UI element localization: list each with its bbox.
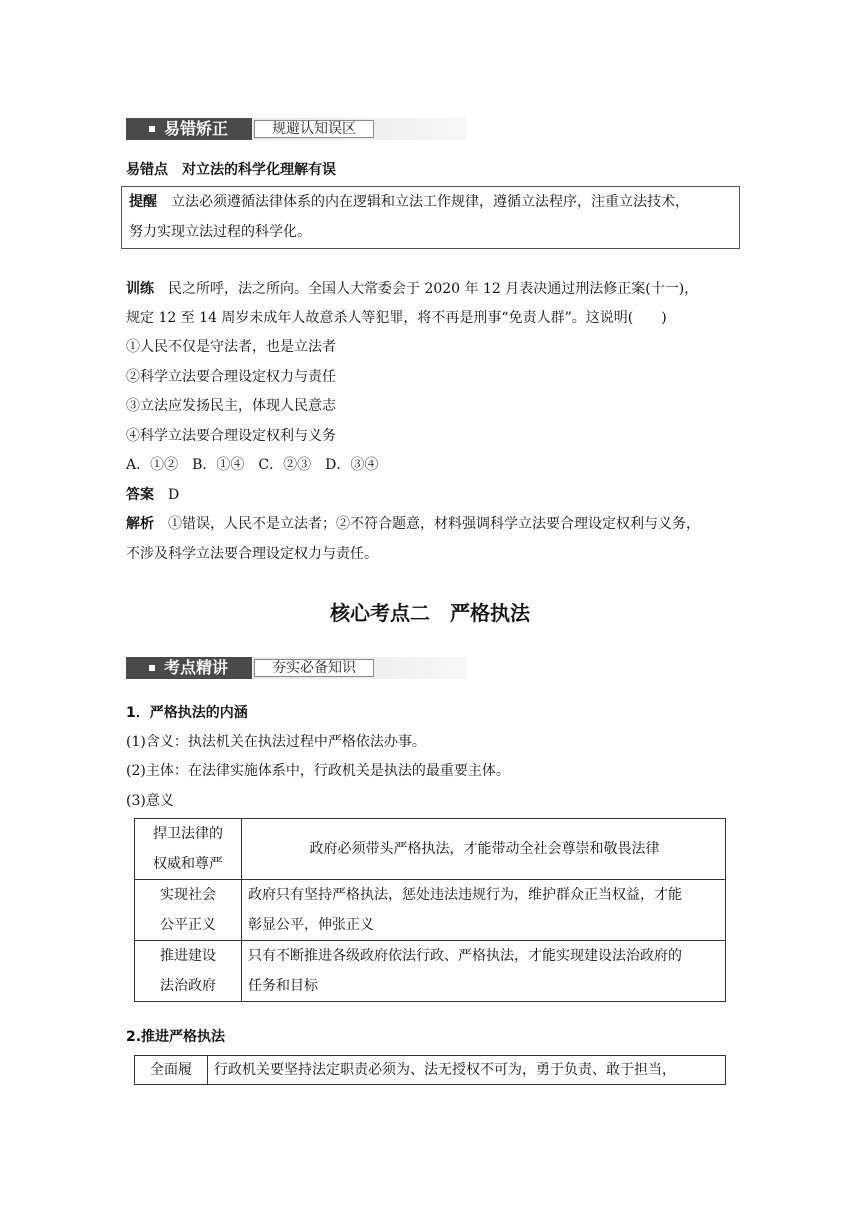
square-bullet-icon [149, 126, 155, 132]
banner-title: 考点精讲 [164, 658, 229, 677]
analysis-label: 解析 [126, 516, 154, 532]
section-2-title: 2.推进严格执法 [126, 1029, 226, 1045]
answer-label: 答案 [126, 487, 154, 503]
option-2: ②科学立法要合理设定权力与责任 [126, 369, 336, 385]
error-point-line [126, 161, 336, 179]
analysis-line-2: 不涉及科学立法要合理设定权力与责任。 [126, 546, 378, 562]
tip-line-1 [129, 193, 689, 211]
table-cell-desc: 只有不断推进各级政府依法行政、严格执法，才能实现建设法治政府的 任务和目标 [242, 941, 726, 1002]
table-row [135, 1056, 726, 1085]
error-point-text: 对立法的科学化理解有误 [182, 162, 336, 178]
push-enforcement-table [134, 1055, 726, 1085]
option-3: ③立法应发扬民主，体现人民意志 [126, 398, 336, 414]
square-bullet-icon [149, 665, 155, 671]
banner-title: 易错矫正 [164, 119, 229, 138]
banner-subtitle: 夯实必备知识 [272, 660, 356, 676]
answer-line [126, 486, 179, 504]
table-cell-desc: 政府必须带头严格执法，才能带动全社会尊崇和敬畏法律 [242, 819, 726, 880]
tip-box [121, 186, 740, 249]
error-point-label: 易错点 [126, 162, 168, 178]
tip-line-2: 努力实现立法过程的科学化。 [129, 224, 311, 240]
table-row [135, 819, 726, 880]
key-points-banner [126, 657, 466, 679]
tip-label: 提醒 [129, 194, 157, 210]
section-1-item-1: (1)含义：执法机关在执法过程中严格依法办事。 [126, 734, 426, 750]
table-cell-name: 推进建设 法治政府 [135, 941, 242, 1002]
section-1-item-3: (3)意义 [126, 793, 174, 809]
banner-subtitle: 规避认知误区 [272, 121, 356, 137]
table-row [135, 941, 726, 1002]
analysis-text-1: ①错误，人民不是立法者；②不符合题意，材料强调科学立法要合理设定权利与义务， [168, 516, 700, 532]
training-text-1: 民之所呼，法之所向。全国人大常委会于 2020 年 12 月表决通过刑法修正案(十一)， [168, 281, 699, 297]
table-cell-desc: 行政机关要坚持法定职责必须为、法无授权不可为，勇于负责、敢于担当， [208, 1056, 726, 1085]
analysis-line-1 [126, 515, 700, 533]
table-cell-desc: 政府只有坚持严格执法，惩处违法违规行为，维护群众正当权益，才能 彰显公平，伸张正义 [242, 880, 726, 941]
training-label: 训练 [126, 281, 154, 297]
table-cell-name: 捍卫法律的 权威和尊严 [135, 819, 242, 880]
banner-subtitle-box [254, 120, 374, 138]
section-1-item-2: (2)主体：在法律实施体系中，行政机关是执法的最重要主体。 [126, 763, 510, 779]
option-4: ④科学立法要合理设定权利与义务 [126, 428, 336, 444]
table-cell-name: 全面履 [135, 1056, 208, 1085]
option-1: ①人民不仅是守法者，也是立法者 [126, 339, 336, 355]
banner-subtitle-box [254, 659, 374, 677]
error-correction-banner [126, 118, 466, 140]
section-heading: 核心考点二 严格执法 [330, 601, 530, 625]
answer-value: D [168, 487, 180, 503]
section-1-title: 1．严格执法的内涵 [126, 705, 248, 721]
training-line-2: 规定 12 至 14 周岁未成年人故意杀人等犯罪，将不再是刑事“免责人群”。这说明( ) [126, 310, 667, 326]
significance-table [134, 818, 726, 1002]
table-row [135, 880, 726, 941]
tip-text-1: 立法必须遵循法律体系的内在逻辑和立法工作规律，遵循立法程序，注重立法技术， [171, 194, 689, 210]
table-cell-name: 实现社会 公平正义 [135, 880, 242, 941]
training-line-1 [126, 280, 698, 298]
answer-choices: A．①② B．①④ C．②③ D．③④ [126, 457, 379, 473]
